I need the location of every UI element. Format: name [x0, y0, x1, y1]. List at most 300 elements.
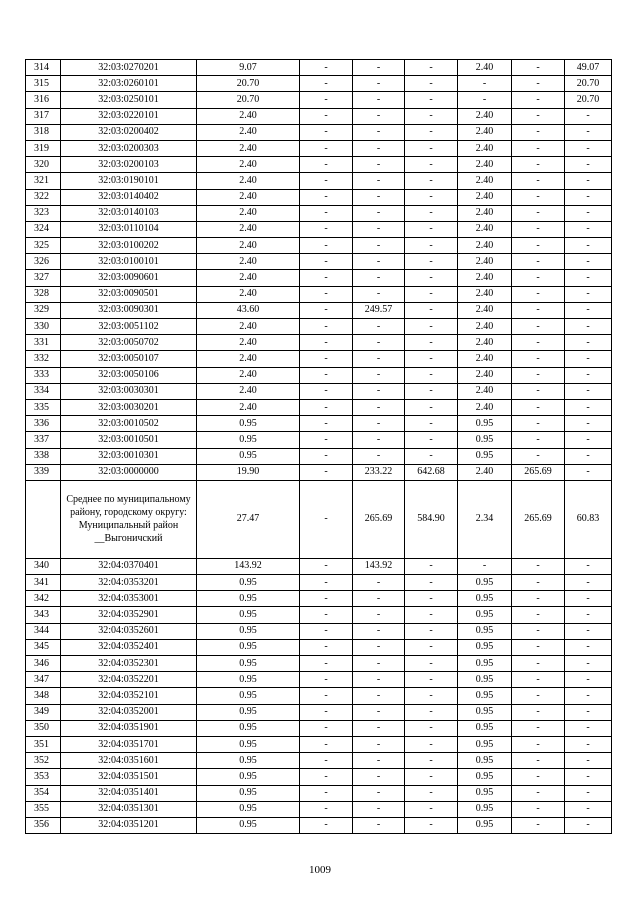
value-cell: 0.95	[458, 416, 512, 432]
value-cell: -	[300, 238, 353, 254]
value-cell: -	[405, 575, 458, 591]
summary-value-cell: 265.69	[512, 480, 565, 558]
value-cell: 0.95	[458, 720, 512, 736]
value-cell: -	[565, 688, 612, 704]
cadastral-number-cell: 32:03:0010501	[61, 432, 197, 448]
cadastral-number-cell: 32:03:0200103	[61, 157, 197, 173]
value-cell: -	[565, 173, 612, 189]
cadastral-number-cell: 32:03:0010502	[61, 416, 197, 432]
table-row	[26, 367, 612, 383]
table-row	[26, 108, 612, 124]
row-number-cell: 314	[26, 60, 61, 76]
cadastral-number-cell: 32:04:0351901	[61, 720, 197, 736]
value-cell: -	[565, 623, 612, 639]
cadastral-number-cell: 32:03:0050106	[61, 367, 197, 383]
value-cell: 20.70	[565, 92, 612, 108]
value-cell: -	[405, 817, 458, 833]
value-cell: 2.40	[458, 157, 512, 173]
cadastral-number-cell: 32:04:0352401	[61, 639, 197, 655]
value-cell: 2.40	[197, 205, 300, 221]
value-cell: 2.40	[458, 173, 512, 189]
summary-value-cell: 2.34	[458, 480, 512, 558]
row-number-cell: 339	[26, 464, 61, 480]
value-cell: 2.40	[458, 124, 512, 140]
cadastral-number-cell: 32:03:0100101	[61, 254, 197, 270]
value-cell: -	[353, 221, 405, 237]
value-cell: -	[353, 591, 405, 607]
value-cell: -	[512, 124, 565, 140]
value-cell: 0.95	[197, 591, 300, 607]
value-cell: -	[512, 189, 565, 205]
value-cell: -	[300, 189, 353, 205]
cadastral-number-cell: 32:04:0352301	[61, 656, 197, 672]
value-cell: -	[565, 591, 612, 607]
value-cell: -	[405, 60, 458, 76]
value-cell: -	[565, 656, 612, 672]
cadastral-number-cell: 32:03:0010301	[61, 448, 197, 464]
value-cell: -	[300, 60, 353, 76]
table-row	[26, 351, 612, 367]
value-cell: -	[300, 720, 353, 736]
value-cell: -	[565, 383, 612, 399]
table-row	[26, 607, 612, 623]
row-number-cell: 331	[26, 335, 61, 351]
table-row	[26, 623, 612, 639]
value-cell: -	[300, 817, 353, 833]
value-cell: 0.95	[458, 785, 512, 801]
value-cell: -	[512, 351, 565, 367]
value-cell: 0.95	[458, 607, 512, 623]
value-cell: -	[512, 157, 565, 173]
value-cell: 2.40	[197, 221, 300, 237]
value-cell: 0.95	[458, 672, 512, 688]
value-cell: -	[353, 254, 405, 270]
value-cell: -	[512, 286, 565, 302]
table-row	[26, 736, 612, 752]
value-cell: -	[512, 270, 565, 286]
value-cell: -	[512, 688, 565, 704]
value-cell: 143.92	[197, 558, 300, 574]
row-number-cell: 337	[26, 432, 61, 448]
cadastral-number-cell: 32:04:0352601	[61, 623, 197, 639]
value-cell: 2.40	[458, 238, 512, 254]
value-cell: -	[353, 60, 405, 76]
value-cell: -	[565, 672, 612, 688]
cadastral-number-cell: 32:03:0200402	[61, 124, 197, 140]
table-row	[26, 448, 612, 464]
table-row	[26, 688, 612, 704]
summary-value-cell: 265.69	[353, 480, 405, 558]
value-cell: -	[565, 367, 612, 383]
value-cell: 0.95	[197, 785, 300, 801]
value-cell: -	[353, 704, 405, 720]
row-number-cell: 348	[26, 688, 61, 704]
value-cell: -	[565, 607, 612, 623]
value-cell: -	[405, 92, 458, 108]
row-number-cell: 322	[26, 189, 61, 205]
table-row	[26, 302, 612, 318]
value-cell: -	[353, 432, 405, 448]
value-cell: 2.40	[458, 464, 512, 480]
value-cell: -	[300, 335, 353, 351]
table-row	[26, 335, 612, 351]
value-cell: -	[405, 399, 458, 415]
cadastral-number-cell: 32:03:0270201	[61, 60, 197, 76]
value-cell: 0.95	[197, 639, 300, 655]
value-cell: -	[353, 736, 405, 752]
cadastral-number-cell: 32:03:0110104	[61, 221, 197, 237]
value-cell: 9.07	[197, 60, 300, 76]
value-cell: 2.40	[197, 270, 300, 286]
value-cell: 20.70	[565, 76, 612, 92]
value-cell: 0.95	[197, 575, 300, 591]
value-cell: -	[512, 656, 565, 672]
row-number-cell: 342	[26, 591, 61, 607]
cadastral-number-cell: 32:03:0190101	[61, 173, 197, 189]
value-cell: 2.40	[197, 335, 300, 351]
value-cell: 2.40	[458, 60, 512, 76]
value-cell: -	[512, 140, 565, 156]
value-cell: 0.95	[458, 704, 512, 720]
value-cell: -	[512, 591, 565, 607]
value-cell: -	[565, 575, 612, 591]
value-cell: -	[565, 704, 612, 720]
value-cell: 0.95	[458, 817, 512, 833]
value-cell: -	[565, 416, 612, 432]
value-cell: 49.07	[565, 60, 612, 76]
table-body-bottom	[26, 558, 612, 833]
row-number-cell: 328	[26, 286, 61, 302]
table-row	[26, 464, 612, 480]
value-cell: -	[300, 157, 353, 173]
value-cell: -	[353, 270, 405, 286]
value-cell: 0.95	[197, 416, 300, 432]
value-cell: 0.95	[197, 769, 300, 785]
value-cell: -	[300, 92, 353, 108]
value-cell: -	[512, 173, 565, 189]
value-cell: -	[405, 785, 458, 801]
table-row	[26, 769, 612, 785]
table-row	[26, 704, 612, 720]
table-row	[26, 270, 612, 286]
value-cell: -	[405, 221, 458, 237]
value-cell: 143.92	[353, 558, 405, 574]
value-cell: -	[300, 76, 353, 92]
value-cell: -	[405, 238, 458, 254]
table-row	[26, 817, 612, 833]
value-cell: -	[512, 575, 565, 591]
value-cell: 2.40	[197, 124, 300, 140]
value-cell: -	[512, 335, 565, 351]
table-row	[26, 238, 612, 254]
value-cell: -	[405, 124, 458, 140]
value-cell: -	[405, 351, 458, 367]
value-cell: -	[300, 464, 353, 480]
value-cell: -	[300, 173, 353, 189]
row-number-cell: 344	[26, 623, 61, 639]
cadastral-number-cell: 32:03:0090501	[61, 286, 197, 302]
row-number-cell: 318	[26, 124, 61, 140]
row-number-cell: 349	[26, 704, 61, 720]
value-cell: -	[353, 720, 405, 736]
value-cell: -	[300, 383, 353, 399]
value-cell: -	[300, 351, 353, 367]
value-cell: -	[512, 817, 565, 833]
value-cell: -	[405, 656, 458, 672]
value-cell: -	[300, 205, 353, 221]
value-cell: -	[353, 92, 405, 108]
value-cell: -	[300, 785, 353, 801]
table-row	[26, 205, 612, 221]
value-cell: -	[565, 286, 612, 302]
value-cell: -	[300, 286, 353, 302]
value-cell: -	[300, 623, 353, 639]
value-cell: 0.95	[458, 575, 512, 591]
value-cell: -	[512, 76, 565, 92]
value-cell: -	[512, 753, 565, 769]
cadastral-number-cell: 32:04:0351601	[61, 753, 197, 769]
table-row	[26, 140, 612, 156]
value-cell: -	[300, 319, 353, 335]
value-cell: -	[405, 736, 458, 752]
value-cell: -	[353, 76, 405, 92]
value-cell: -	[565, 399, 612, 415]
table-row	[26, 124, 612, 140]
value-cell: -	[353, 173, 405, 189]
row-number-cell: 340	[26, 558, 61, 574]
value-cell: 2.40	[197, 367, 300, 383]
row-number-cell: 326	[26, 254, 61, 270]
value-cell: -	[565, 140, 612, 156]
value-cell: 0.95	[197, 656, 300, 672]
table-row	[26, 639, 612, 655]
value-cell: -	[565, 736, 612, 752]
value-cell: 20.70	[197, 92, 300, 108]
value-cell: -	[353, 672, 405, 688]
summary-value-cell: 27.47	[197, 480, 300, 558]
value-cell: -	[405, 205, 458, 221]
value-cell: -	[405, 335, 458, 351]
value-cell: 2.40	[197, 351, 300, 367]
row-number-cell: 325	[26, 238, 61, 254]
row-number-cell: 354	[26, 785, 61, 801]
table-row	[26, 221, 612, 237]
value-cell: -	[353, 448, 405, 464]
value-cell: -	[353, 801, 405, 817]
value-cell: -	[565, 302, 612, 318]
value-cell: -	[405, 416, 458, 432]
value-cell: 0.95	[197, 801, 300, 817]
cadastral-number-cell: 32:03:0220101	[61, 108, 197, 124]
value-cell: -	[565, 432, 612, 448]
table-row	[26, 157, 612, 173]
table-row	[26, 76, 612, 92]
value-cell: 0.95	[458, 591, 512, 607]
value-cell: -	[353, 286, 405, 302]
value-cell: -	[353, 753, 405, 769]
value-cell: -	[353, 140, 405, 156]
table-row	[26, 383, 612, 399]
value-cell: -	[405, 157, 458, 173]
value-cell: 2.40	[197, 383, 300, 399]
value-cell: -	[300, 558, 353, 574]
value-cell: -	[300, 575, 353, 591]
value-cell: -	[353, 383, 405, 399]
value-cell: -	[300, 736, 353, 752]
value-cell: 0.95	[197, 817, 300, 833]
value-cell: -	[565, 639, 612, 655]
value-cell: -	[512, 221, 565, 237]
value-cell: -	[565, 769, 612, 785]
value-cell: -	[512, 432, 565, 448]
cadastral-number-cell: 32:03:0200303	[61, 140, 197, 156]
value-cell: -	[300, 639, 353, 655]
value-cell: -	[512, 238, 565, 254]
cadastral-number-cell: 32:04:0351301	[61, 801, 197, 817]
value-cell: 2.40	[458, 383, 512, 399]
value-cell: -	[353, 575, 405, 591]
value-cell: 2.40	[197, 173, 300, 189]
value-cell: -	[458, 76, 512, 92]
value-cell: -	[405, 76, 458, 92]
value-cell: -	[300, 367, 353, 383]
cadastral-number-cell: 32:04:0352101	[61, 688, 197, 704]
value-cell: -	[512, 254, 565, 270]
row-number-cell: 333	[26, 367, 61, 383]
value-cell: -	[512, 399, 565, 415]
value-cell: -	[300, 221, 353, 237]
table-row	[26, 720, 612, 736]
value-cell: 2.40	[458, 319, 512, 335]
table-body-summary	[26, 480, 612, 558]
cadastral-number-cell: 32:03:0051102	[61, 319, 197, 335]
value-cell: -	[300, 254, 353, 270]
value-cell: -	[458, 558, 512, 574]
value-cell: -	[353, 335, 405, 351]
value-cell: -	[512, 367, 565, 383]
table-row	[26, 60, 612, 76]
row-number-cell: 356	[26, 817, 61, 833]
value-cell: -	[565, 189, 612, 205]
value-cell: -	[300, 416, 353, 432]
value-cell: 2.40	[458, 367, 512, 383]
cadastral-number-cell: 32:03:0090301	[61, 302, 197, 318]
value-cell: -	[300, 108, 353, 124]
row-number-cell: 329	[26, 302, 61, 318]
value-cell: -	[405, 801, 458, 817]
value-cell: -	[565, 221, 612, 237]
value-cell: -	[300, 607, 353, 623]
value-cell: 2.40	[197, 319, 300, 335]
value-cell: -	[565, 785, 612, 801]
value-cell: -	[512, 785, 565, 801]
row-number-cell: 330	[26, 319, 61, 335]
value-cell: 2.40	[458, 205, 512, 221]
table-row	[26, 558, 612, 574]
value-cell: -	[565, 124, 612, 140]
value-cell: -	[405, 383, 458, 399]
summary-num-cell	[26, 480, 61, 558]
cadastral-number-cell: 32:03:0260101	[61, 76, 197, 92]
value-cell: -	[300, 448, 353, 464]
value-cell: -	[512, 448, 565, 464]
value-cell: -	[300, 124, 353, 140]
value-cell: 2.40	[197, 189, 300, 205]
value-cell: 0.95	[458, 736, 512, 752]
cadastral-number-cell: 32:03:0030301	[61, 383, 197, 399]
row-number-cell: 338	[26, 448, 61, 464]
value-cell: -	[300, 672, 353, 688]
table-row	[26, 319, 612, 335]
table-row	[26, 189, 612, 205]
value-cell: 2.40	[197, 108, 300, 124]
value-cell: -	[353, 351, 405, 367]
value-cell: -	[353, 189, 405, 205]
value-cell: -	[353, 817, 405, 833]
value-cell: -	[300, 591, 353, 607]
row-number-cell: 315	[26, 76, 61, 92]
value-cell: -	[353, 319, 405, 335]
value-cell: -	[565, 157, 612, 173]
value-cell: -	[353, 205, 405, 221]
value-cell: -	[405, 319, 458, 335]
value-cell: -	[512, 92, 565, 108]
table-row	[26, 254, 612, 270]
row-number-cell: 347	[26, 672, 61, 688]
cadastral-number-cell: 32:04:0351201	[61, 817, 197, 833]
value-cell: 43.60	[197, 302, 300, 318]
value-cell: -	[565, 448, 612, 464]
row-number-cell: 324	[26, 221, 61, 237]
value-cell: 0.95	[197, 736, 300, 752]
value-cell: -	[353, 607, 405, 623]
row-number-cell: 352	[26, 753, 61, 769]
value-cell: -	[405, 753, 458, 769]
value-cell: -	[300, 801, 353, 817]
summary-value-cell: 60.83	[565, 480, 612, 558]
value-cell: 0.95	[458, 448, 512, 464]
value-cell: 249.57	[353, 302, 405, 318]
value-cell: -	[405, 591, 458, 607]
value-cell: -	[512, 704, 565, 720]
value-cell: 2.40	[458, 270, 512, 286]
value-cell: -	[405, 704, 458, 720]
value-cell: -	[512, 416, 565, 432]
value-cell: 0.95	[197, 607, 300, 623]
value-cell: -	[300, 140, 353, 156]
value-cell: 2.40	[458, 286, 512, 302]
value-cell: -	[565, 351, 612, 367]
value-cell: 0.95	[197, 688, 300, 704]
table-row	[26, 672, 612, 688]
value-cell: -	[405, 688, 458, 704]
value-cell: 0.95	[458, 623, 512, 639]
row-number-cell: 351	[26, 736, 61, 752]
value-cell: -	[300, 432, 353, 448]
cadastral-number-cell: 32:04:0353001	[61, 591, 197, 607]
value-cell: -	[353, 399, 405, 415]
value-cell: -	[565, 720, 612, 736]
value-cell: 2.40	[458, 399, 512, 415]
data-table	[25, 59, 612, 834]
value-cell: 2.40	[458, 221, 512, 237]
value-cell: -	[353, 238, 405, 254]
value-cell: 2.40	[458, 189, 512, 205]
value-cell: -	[565, 801, 612, 817]
value-cell: -	[405, 173, 458, 189]
cadastral-number-cell: 32:03:0050107	[61, 351, 197, 367]
value-cell: 233.22	[353, 464, 405, 480]
